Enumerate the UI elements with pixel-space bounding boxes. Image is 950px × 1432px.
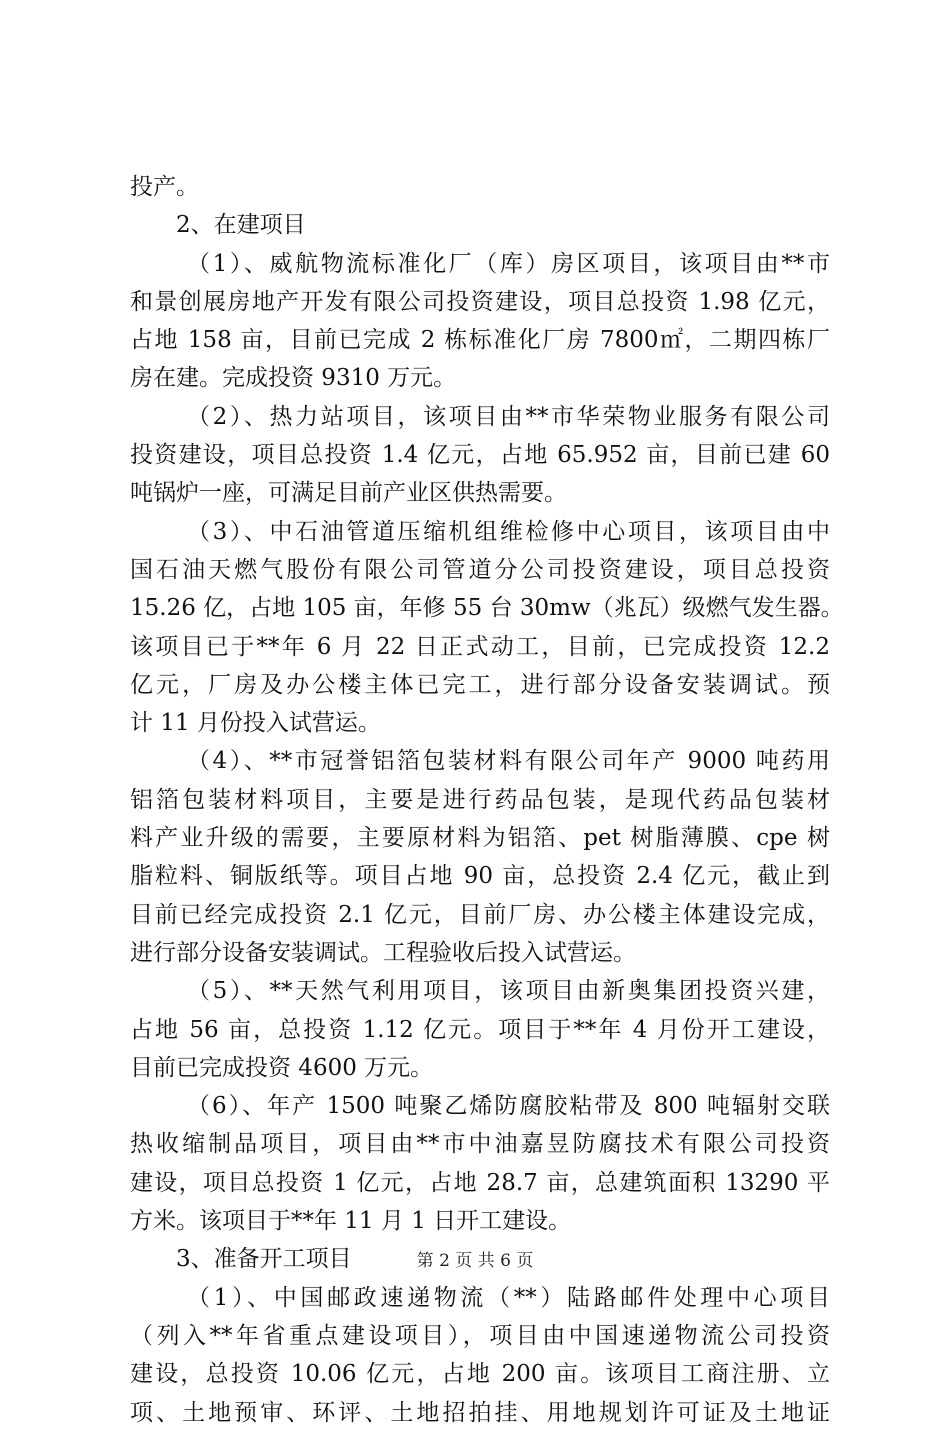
text-line: （5）、**天然气利用项目，该项目由新奥集团投资兴建， xyxy=(187,978,830,1005)
text-line: 占地 158 亩，目前已完成 2 栋标准化厂房 7800㎡，二期四栋厂 xyxy=(130,327,830,354)
text-line: 投资建设，项目总投资 1.4 亿元，占地 65.952 亩，目前已建 60 xyxy=(130,442,830,469)
text-line: （4）、**市冠誉铝箔包装材料有限公司年产 9000 吨药用 xyxy=(187,748,830,775)
text-line: 建设，项目总投资 1 亿元，占地 28.7 亩，总建筑面积 13290 平 xyxy=(130,1169,830,1196)
text-line: （1）、中国邮政速递物流（**）陆路邮件处理中心项目 xyxy=(187,1284,830,1311)
text-line: 亿元，厂房及办公楼主体已完工，进行部分设备安装调试。预 xyxy=(130,671,830,698)
text-line: 吨锅炉一座，可满足目前产业区供热需要。 xyxy=(130,480,567,507)
text-line: 铝箔包装材料项目，主要是进行药品包装，是现代药品包装材 xyxy=(130,786,830,813)
text-line: 投产。 xyxy=(130,174,199,200)
text-line: 方米。该项目于**年 11 月 1 日开工建设。 xyxy=(130,1208,572,1235)
text-line: 15.26 亿，占地 105 亩，年修 55 台 30mw（兆瓦）级燃气发生器。 xyxy=(130,595,844,622)
text-line: （6）、年产 1500 吨聚乙烯防腐胶粘带及 800 吨辐射交联 xyxy=(187,1093,830,1120)
text-line: 房在建。完成投资 9310 万元。 xyxy=(130,365,457,392)
text-line: 料产业升级的需要，主要原材料为铝箔、pet 树脂薄膜、cpe 树 xyxy=(130,825,830,852)
text-line: （1）、威航物流标准化厂（库）房区项目，该项目由**市 xyxy=(187,250,830,277)
text-line: （2）、热力站项目，该项目由**市华荣物业服务有限公司 xyxy=(187,403,830,430)
text-line: （3）、中石油管道压缩机组维检修中心项目，该项目由中 xyxy=(187,518,830,545)
text-line: 建设，总投资 10.06 亿元，占地 200 亩。该项目工商注册、立 xyxy=(130,1361,830,1388)
section-heading-upcoming-projects: 3、准备开工项目 xyxy=(176,1246,352,1273)
text-line: 项、土地预审、环评、土地招拍挂、用地规划许可证及土地证 xyxy=(130,1399,830,1426)
text-line: 计 11 月份投入试营运。 xyxy=(130,710,381,737)
text-line: 该项目已于**年 6 月 22 日正式动工，目前，已完成投资 12.2 xyxy=(130,633,830,660)
text-line: 占地 56 亩，总投资 1.12 亿元。项目于**年 4 月份开工建设， xyxy=(130,1016,830,1043)
document-body xyxy=(130,168,844,1432)
text-line: （列入**年省重点建设项目），项目由中国速递物流公司投资 xyxy=(130,1322,830,1349)
text-line: 热收缩制品项目，项目由**市中油嘉昱防腐技术有限公司投资 xyxy=(130,1131,830,1158)
text-line: 目前已完成投资 4600 万元。 xyxy=(130,1054,434,1081)
section-heading-in-progress-projects: 2、在建项目 xyxy=(176,212,306,239)
text-line: 和景创展房地产开发有限公司投资建设，项目总投资 1.98 亿元， xyxy=(130,288,830,315)
page-number-footer: 第 2 页 共 6 页 xyxy=(416,1251,534,1271)
text-line: 国石油天燃气股份有限公司管道分公司投资建设，项目总投资 xyxy=(130,556,830,583)
text-line: 目前已经完成投资 2.1 亿元，目前厂房、办公楼主体建设完成， xyxy=(130,901,830,928)
text-line: 进行部分设备安装调试。工程验收后投入试营运。 xyxy=(130,939,636,966)
text-line: 脂粒料、铜版纸等。项目占地 90 亩，总投资 2.4 亿元，截止到 xyxy=(130,863,830,890)
